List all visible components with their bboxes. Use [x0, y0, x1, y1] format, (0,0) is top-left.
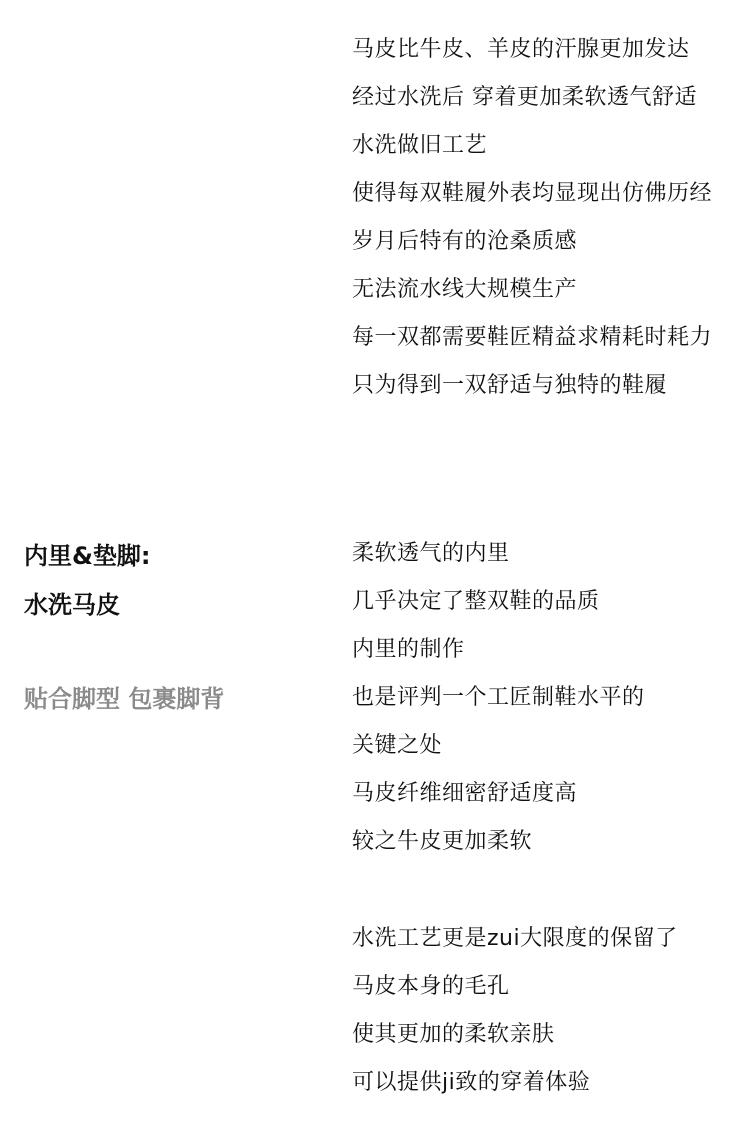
intro-line: 使得每双鞋履外表均显现出仿佛历经	[352, 181, 713, 206]
intro-line: 马皮比牛皮、羊皮的汗腺更加发达	[352, 37, 690, 62]
intro-paragraph	[352, 26, 712, 410]
lining-line: 几乎决定了整双鞋的品质	[352, 589, 600, 614]
intro-line: 无法流水线大规模生产	[352, 277, 578, 302]
wash-line: 使其更加的柔软亲肤	[352, 1022, 555, 1047]
wash-line: 马皮本身的毛孔	[352, 974, 510, 999]
lining-line: 柔软透气的内里	[352, 541, 510, 566]
intro-line: 经过水洗后 穿着更加柔软透气舒适	[352, 85, 697, 110]
intro-line: 每一双都需要鞋匠精益求精耗时耗力	[352, 325, 713, 350]
lining-line: 也是评判一个工匠制鞋水平的	[352, 685, 645, 710]
lining-line: 内里的制作	[352, 637, 465, 662]
section-heading-material: 水洗马皮	[24, 591, 120, 619]
section-heading-lining: 内里&垫脚:	[24, 542, 151, 570]
lining-line: 马皮纤维细密舒适度高	[352, 781, 578, 806]
wash-paragraph	[352, 915, 678, 1107]
wash-line: 水洗工艺更是zui大限度的保留了	[352, 926, 678, 951]
intro-line: 水洗做旧工艺	[352, 133, 488, 158]
lining-line: 较之牛皮更加柔软	[352, 829, 533, 854]
lining-line: 关键之处	[352, 733, 443, 758]
section-tagline: 贴合脚型 包裹脚背	[24, 685, 225, 713]
wash-line: 可以提供ji致的穿着体验	[352, 1070, 591, 1095]
intro-line: 岁月后特有的沧桑质感	[352, 229, 578, 254]
lining-paragraph	[352, 530, 645, 866]
intro-line: 只为得到一双舒适与独特的鞋履	[352, 373, 668, 398]
